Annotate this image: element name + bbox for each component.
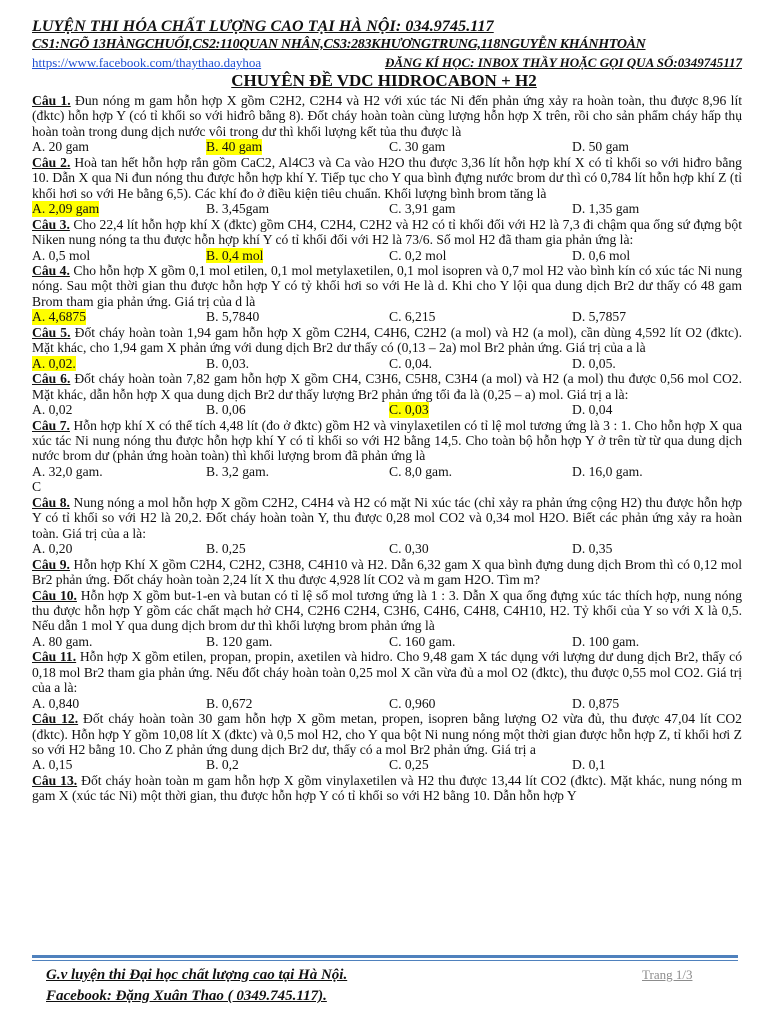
answer-options — [32, 541, 742, 556]
question-text: Hoà tan hết hỗn hợp rắn gồm CaC2, Al4C3 và Ca vào H2O thu được 3,36 lít hỗn hợp khí X có tỉ khối so với hiđro bằng 10. Dẫn X qua Ni đun nóng thu được hỗn hợp khí Y. Tiếp tục cho Y qua bình đựng nước brom dư thì có 0,784 lít hỗn hợp khí Z (tỉ khối hơi so với He bằng 6,5). Các khí đo ở điều kiện tiêu chuẩn. Khối lượng bình brom tăng là — [32, 154, 742, 201]
option-c: C. 3,91 gam — [389, 201, 456, 217]
page-title: CHUYÊN ĐỀ VDC HIDROCABON + H2 — [231, 71, 537, 90]
option-c: C. 6,215 — [389, 309, 436, 325]
register-note: ĐĂNG KÍ HỌC: INBOX THẦY HOẶC GỌI QUA SỐ:0349745117 — [384, 55, 742, 70]
question-13 — [32, 773, 742, 804]
question-number: Câu 13. — [32, 772, 78, 788]
option-b: B. 0,4 mol — [206, 247, 264, 263]
answer-options — [32, 464, 742, 479]
option-a: A. 0,02 — [32, 402, 73, 418]
question-9 — [32, 557, 742, 588]
option-a: A. 0,5 mol — [32, 247, 91, 263]
question-text: Cho 22,4 lít hỗn hợp khí X (đktc) gồm CH4, C2H4, C2H2 và H2 có tỉ khối đối với H2 là 7,3 đi chậm qua ống sứ đựng bột Niken nung nóng ta thu được hỗn hợp khí Y có tỉ khối đối với H2 là 73/6. Số mol H2 đã tham gia phản ứng là: — [32, 216, 742, 248]
option-c: C. 0,2 mol — [389, 247, 447, 263]
question-number: Câu 3. — [32, 216, 70, 232]
option-b: B. 40 gam — [206, 139, 263, 155]
question-number: Câu 1. — [32, 93, 71, 108]
page-number: Trang 1/3 — [642, 967, 693, 982]
option-b: B. 0,672 — [206, 695, 253, 711]
option-d: D. 0,875 — [572, 695, 620, 711]
option-b: B. 3,2 gam. — [206, 463, 270, 479]
option-d: D. 50 gam — [572, 139, 630, 155]
question-text: Đun nóng m gam hỗn hợp X gồm C2H2, C2H4 và H2 với xúc tác Ni đến phản ứng xảy ra hoàn toàn, thu được 8,96 lít (đktc) hỗn hợp Y (có tỉ khối so với hiđrô bằng 8). Đốt cháy hoàn toàn cùng lượng hỗn hợp X trên, rồi cho sản phẩm cháy hấp thụ hoàn toàn trong dung dịch nước vôi trong dư thì khối lượng kết tủa thu được là — [32, 93, 742, 139]
option-d: D. 0,6 mol — [572, 247, 631, 263]
answer-options — [32, 696, 742, 711]
option-b: B. 0,25 — [206, 541, 246, 557]
answer-options — [32, 201, 742, 216]
question-7 — [32, 418, 742, 464]
option-d: D. 0,1 — [572, 757, 606, 773]
answer-options — [32, 634, 742, 649]
footer-divider-thin — [32, 960, 738, 961]
option-b: B. 3,45gam — [206, 201, 270, 217]
option-a: A. 0,840 — [32, 695, 80, 711]
option-d: D. 0,35 — [572, 541, 613, 557]
option-b: B. 0,2 — [206, 757, 239, 773]
option-d: D. 1,35 gam — [572, 201, 640, 217]
option-a: A. 0,15 — [32, 757, 73, 773]
option-c: C. 0,03 — [389, 402, 429, 418]
question-12 — [32, 711, 742, 757]
option-d: D. 100 gam. — [572, 633, 640, 649]
footer-divider — [32, 955, 738, 958]
option-a: A. 0,20 — [32, 541, 73, 557]
question-text: Hỗn hợp X gồm but-1-en và butan có tỉ lệ số mol tương ứng là 1 : 3. Dẫn X qua ống đựng xúc tác thích hợp, nung nóng thu được hỗn hợp Y gồm các chất mạch hở CH4, C2H6 C2H4, C3H6, C4H6, C4H8, C4H10, H2. Tỷ khối của Y so với X là 0,5. Nếu dẫn 1 mol Y qua dung dịch brom dư thì khối lượng brom phản ứng là — [32, 587, 742, 634]
answer-options — [32, 356, 742, 371]
header-links-row — [32, 55, 742, 71]
question-11 — [32, 649, 742, 695]
question-number: Câu 10. — [32, 587, 77, 603]
header-hotline: LUYỆN THI HÓA CHẤT LƯỢNG CAO TẠI HÀ NỘI: 034.9745.117 — [32, 18, 494, 35]
question-8 — [32, 495, 742, 541]
option-c: C. 0,04. — [389, 355, 433, 371]
answer-options — [32, 248, 742, 263]
option-c: C. 0,960 — [389, 695, 436, 711]
question-text: Hỗn hợp khí X có thể tích 4,48 lít (đo ở đktc) gồm H2 và vinylaxetilen có tỉ lệ mol tương ứng là 3 : 1. Cho hỗn hợp X qua xúc tác Ni nung nóng thu được hỗn hợp khí Y có tỉ khối so với H2 bằng 14,5. Cho toàn bộ hỗn hợp Y ở trên từ từ qua dung dịch nước brom dư (phản ứng hoàn toàn) thì khối lượng brom đã phản ứng là — [32, 417, 742, 464]
question-10 — [32, 588, 742, 634]
answer-options — [32, 309, 742, 324]
question-1 — [32, 93, 742, 139]
question-number: Câu 12. — [32, 711, 79, 727]
question-4 — [32, 263, 742, 309]
question-6 — [32, 371, 742, 402]
option-b: B. 120 gam. — [206, 633, 273, 649]
question-number: Câu 11. — [32, 649, 77, 665]
header-addresses: CS1:NGÕ 13HÀNGCHUỐI,CS2:110QUAN NHÂN,CS3:283KHƯƠNGTRUNG,118NGUYỄN KHÁNHTOÀN — [32, 37, 646, 52]
question-text: Cho hỗn hợp X gồm 0,1 mol etilen, 0,1 mol metylaxetilen, 0,1 mol isopren và 0,7 mol H2 vào bình kín có xúc tác Ni nung nóng. Sau một thời gian thu được hỗn hợp Y có tỷ khối hơi so với He là d. Khi cho Y lội qua dung dịch Br2 dư thấy có 48 gam Brom tham gia phản ứng. Giá trị của d là — [32, 262, 742, 309]
option-c: C. 8,0 gam. — [389, 463, 453, 479]
option-c: C. 30 gam — [389, 139, 446, 155]
question-text: Đốt cháy hoàn toàn 30 gam hỗn hợp X gồm metan, propen, isopren bằng lượng O2 vừa đủ, thu được 47,04 lít CO2 (đktc). Hỗn hợp Y gồm 10,08 lít X (đktc) và 0,5 mol H2, cho Y qua bột Ni nung nóng một thời gian được hỗn hợp Z, tỉ khối hơi Z so với H2 bằng 10. Cho Z phản ứng dung dịch Br2 dư, thấy có a mol Br2 phản ứng. Giá trị a — [32, 711, 742, 758]
option-d: D. 0,04 — [572, 402, 613, 418]
option-c: C. 0,30 — [389, 541, 429, 557]
footer-facebook: Facebook: Đặng Xuân Thao ( 0349.745.117). — [46, 988, 327, 1004]
question-text: Đốt cháy hoàn toàn 7,82 gam hỗn hợp X gồm CH4, C3H6, C5H8, C3H4 (a mol) và H2 (a mol) thu được 0,56 mol CO2. Mặt khác, dẫn hỗn hợp X qua dung dịch Br2 dư thấy lượng Br2 phản ứng tối đa là (0,25 – a) mol. Giá trị a là: — [32, 371, 742, 402]
option-a: A. 2,09 gam — [32, 201, 100, 217]
answer-note: C — [32, 479, 42, 495]
option-a: A. 0,02. — [32, 355, 76, 371]
question-number: Câu 8. — [32, 494, 70, 510]
question-text: Hỗn hợp Khí X gồm C2H4, C2H2, C3H8, C4H10 và H2. Dẫn 6,32 gam X qua bình đựng dung dịch Brom thì có 0,12 mol Br2 phản ứng. Đốt cháy hoàn toàn 2,24 lít X thu được 4,928 lít CO2 và m gam H2O. Tìm m? — [32, 556, 742, 588]
question-3 — [32, 217, 742, 248]
question-text: Nung nóng a mol hỗn hợp X gồm C2H2, C4H4 và H2 có mặt Ni xúc tác (chỉ xảy ra phản ứng cộng H2) thu được hỗn hợp Y có tỉ khối so với H2 là 20,2. Đốt cháy hoàn toàn Y, thu được 0,28 mol CO2 và 0,34 mol H2O. Biết các phản ứng xảy ra hoàn toàn. Giá trị của a là: — [32, 494, 742, 541]
answer-options — [32, 402, 742, 417]
option-a: A. 80 gam. — [32, 633, 93, 649]
question-text: Hỗn hợp X gồm etilen, propan, propin, axetilen và hidro. Cho 9,48 gam X tác dụng với lượng dư dung dịch Br2, thấy có 0,18 mol Br2 tham gia phản ứng. Nếu đốt cháy hoàn toàn 0,25 mol X cần vừa đủ a mol O2 (đktc), thu được 0,55 mol CO2. Giá trị của a là: — [32, 649, 742, 696]
option-a: A. 32,0 gam. — [32, 463, 103, 479]
option-d: D. 16,0 gam. — [572, 463, 643, 479]
answer-options — [32, 139, 742, 154]
option-d: D. 0,05. — [572, 355, 616, 371]
answer-options — [32, 757, 742, 772]
question-text: Đốt cháy hoàn toàn 1,94 gam hỗn hợp X gồm C2H4, C4H6, C2H2 (a mol) và H2 (a mol), cần dùng 4,592 lít O2 (đktc). Mặt khác, cho 1,94 gam X phản ứng với dung dịch Br2 dư thấy có (0,13 – 2a) mol Br2 phản ứng. Giá trị của a là — [32, 324, 742, 356]
option-c: C. 160 gam. — [389, 633, 456, 649]
question-number: Câu 6. — [32, 371, 71, 387]
question-number: Câu 9. — [32, 556, 70, 572]
option-d: D. 5,7857 — [572, 309, 626, 325]
question-5 — [32, 325, 742, 356]
question-list — [32, 93, 742, 804]
question-text: Đốt cháy hoàn toàn m gam hỗn hợp X gồm vinylaxetilen và H2 thu được 13,44 lít CO2 (đktc). Mặt khác, nung nóng m gam X (xúc tác Ni) một thời gian, thu được hỗn hợp Y có tỉ khối so với H2 bằng 10. Dẫn hỗn hợp Y — [32, 772, 742, 804]
question-number: Câu 4. — [32, 262, 70, 278]
footer-teacher: G.v luyện thi Đại học chất lượng cao tại Hà Nội. — [46, 967, 348, 983]
question-number: Câu 2. — [32, 154, 71, 170]
option-b: B. 0,06 — [206, 402, 246, 418]
question-2 — [32, 155, 742, 201]
question-number: Câu 5. — [32, 324, 71, 340]
facebook-link[interactable]: https://www.facebook.com/thaythao.dayhoa — [32, 55, 262, 70]
option-a: A. 4,6875 — [32, 309, 86, 325]
option-a: A. 20 gam — [32, 139, 90, 155]
option-c: C. 0,25 — [389, 757, 429, 773]
option-b: B. 0,03. — [206, 355, 250, 371]
question-number: Câu 7. — [32, 417, 70, 433]
option-b: B. 5,7840 — [206, 309, 260, 325]
